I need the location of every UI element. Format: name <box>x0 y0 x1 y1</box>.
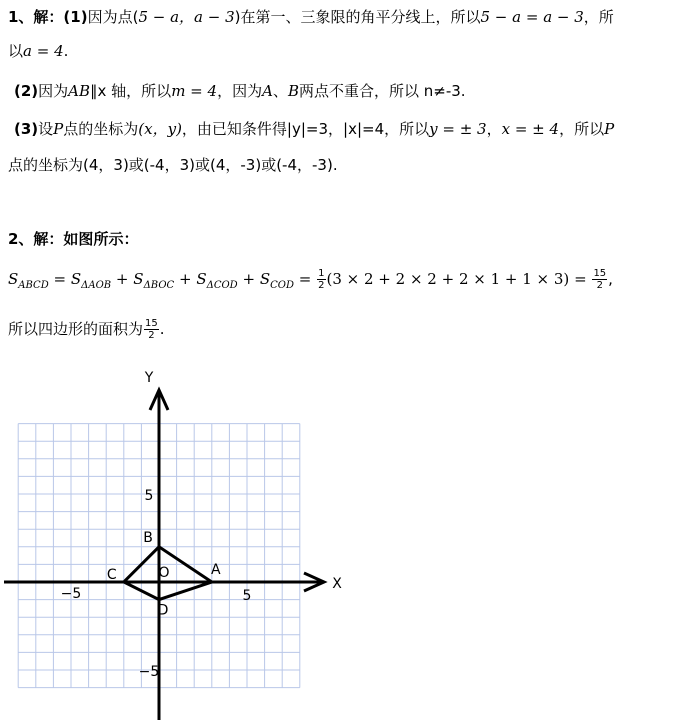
fraction-result: $\frac{15}{2}$ <box>593 268 607 291</box>
x-tick-neg5: −5 <box>60 586 82 602</box>
y-tick-neg5: −5 <box>138 664 160 680</box>
problem2-heading: 2、解：如图所示： <box>8 230 139 248</box>
point-label-a: A <box>211 562 221 578</box>
y-axis-label: Y <box>144 370 154 386</box>
x-axis-label: X <box>332 576 342 592</box>
fraction-conclusion: $\frac{15}{2}$ <box>145 318 158 341</box>
sum-expression: (3 × 2 + 2 × 2 + 2 × 1 + 1 × 3) <box>326 270 570 288</box>
problem1-part3-line2: 点的坐标为(4，3)或(-4，3)或(4，-3)或(-4，-3). <box>8 156 338 174</box>
equation: 5 − a = a − 3 <box>480 8 584 26</box>
y-tick-pos5: 5 <box>144 488 154 504</box>
problem1-part2: (2)因为AB∥x 轴，所以m = 4，因为A、B两点不重合，所以 n≠-3. <box>14 82 466 100</box>
point-label-c: C <box>106 567 117 583</box>
result-a: a = 4 <box>23 42 64 60</box>
area-equation: $S_{ABCD} = S_{\Delta AOB} + S_{\Delta BOC} + S_{\Delta COD} + S_{COD}$ = $\frac{1}{2}$ (3 × 2 + 2 × 2 + 2 × 1 + 1 × 3) = $\frac{15}{2}$ , <box>8 268 613 291</box>
problem1-part3: (3)设P点的坐标为(x，y)，由已知条件得|y|=3，|x|=4，所以y = ± 3，x = ± 4，所以P <box>14 120 615 138</box>
fraction-half: $\frac{1}{2}$ <box>318 268 325 291</box>
origin-label: O <box>158 565 170 581</box>
part2-label: (2) <box>14 82 39 100</box>
x-tick-pos5: 5 <box>242 588 252 604</box>
part3-label: (3) <box>14 120 39 138</box>
problem1-line1: 1、解：(1)因为点(5 − a，a − 3)在第一、三象限的角平分线上，所以5 − a = a − 3，所 <box>8 8 614 26</box>
coordinate-figure <box>0 362 684 722</box>
point-expression: 5 − a，a − 3 <box>138 8 235 26</box>
problem1-heading: 1、解：(1) <box>8 8 88 26</box>
point-label-d: D <box>157 602 169 619</box>
point-label-b: B <box>143 529 153 546</box>
problem1-line2: 以a = 4. <box>8 42 69 60</box>
conclusion: 所以四边形的面积为 $\frac{15}{2}$ . <box>8 318 165 341</box>
